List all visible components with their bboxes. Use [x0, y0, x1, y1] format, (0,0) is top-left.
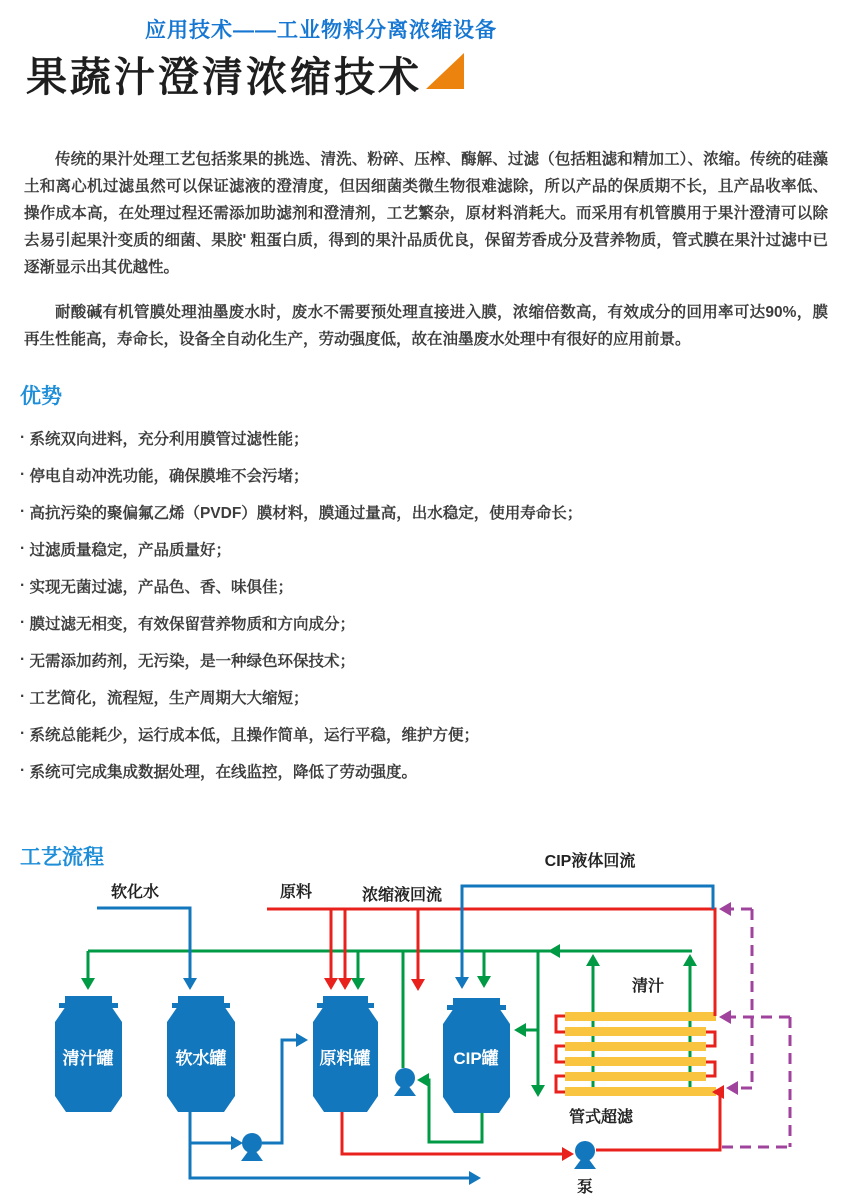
tank-label: 清汁罐: [62, 1049, 114, 1068]
label-tubular-uf: 管式超滤: [568, 1109, 634, 1126]
label-soft-water: 软化水: [110, 884, 160, 901]
orange-triangle-icon: [426, 53, 464, 89]
pump-icon: [241, 1133, 263, 1161]
page-title: 果蔬汁澄清浓缩技术: [26, 54, 422, 100]
advantage-item: · 实现无菌过滤，产品色、香、味俱佳；: [20, 567, 830, 604]
label-pump: 泵: [576, 1179, 594, 1196]
tank-clear-juice: [55, 996, 122, 1112]
advantage-item: · 系统可完成集成数据处理，在线监控，降低了劳动强度。: [20, 752, 830, 789]
advantage-item: · 过滤质量稳定，产品质量好；: [20, 530, 830, 567]
label-clear-juice: 清汁: [631, 978, 665, 995]
tank-raw-material: [313, 996, 378, 1112]
advantage-item: · 无需添加药剂，无污染，是一种绿色环保技术；: [20, 641, 830, 678]
advantage-item: · 高抗污染的聚偏氟乙烯（PVDF）膜材料，膜通过量高，出水稳定，使用寿命长；: [20, 493, 830, 530]
advantages-heading: 优势: [20, 385, 62, 408]
tank-cip: [443, 998, 510, 1113]
advantage-item: · 膜过滤无相变，有效保留营养物质和方向成分；: [20, 604, 830, 641]
tank-label: CIP罐: [453, 1049, 499, 1068]
intro-paragraph-1: 传统的果汁处理工艺包括浆果的挑选、清洗、粉碎、压榨、酶解、过滤（包括粗滤和精加工）、浓缩。传统的硅藻土和离心机过滤虽然可以保证滤液的澄清度，但因细菌类微生物很难滤除，所以产品的保质期不长，且产品收率低、操作成本高，在处理过程还需添加助滤剂和澄清剂，工艺繁杂，原材料消耗大。而采用有机管膜用于果汁澄清可以除去易引起果汁变质的细菌、果胶' 粗蛋白质，得到的果汁品质优良，保留芳香成分及营养物质，管式膜在果汁过滤中已逐渐显示出其优越性。: [24, 151, 828, 276]
label-cip-return: CIP液体回流: [544, 853, 636, 870]
tank-label: 原料罐: [319, 1049, 371, 1068]
advantage-item: · 系统总能耗少，运行成本低，且操作简单，运行平稳，维护方便；: [20, 715, 830, 752]
pump-icon: [394, 1068, 416, 1096]
process-heading: 工艺流程: [20, 846, 104, 869]
label-concentrate-return: 浓缩液回流: [361, 887, 443, 904]
label-raw-material: 原料: [279, 884, 313, 901]
tank-label: 软水罐: [175, 1049, 227, 1068]
advantages-list: [20, 419, 830, 789]
advantage-item: · 系统双向进料，充分利用膜管过滤性能；: [20, 419, 830, 456]
pump-icon: [574, 1141, 596, 1169]
tubular-ultrafilter-module: [556, 1012, 716, 1096]
advantage-item: · 工艺简化，流程短，生产周期大大缩短；: [20, 678, 830, 715]
tank-soft-water: [167, 996, 235, 1112]
advantage-item: · 停电自动冲洗功能，确保膜堆不会污堵；: [20, 456, 830, 493]
eyebrow-heading: 应用技术——工业物料分离浓缩设备: [145, 19, 497, 42]
intro-paragraph-2: 耐酸碱有机管膜处理油墨废水时，废水不需要预处理直接进入膜，浓缩倍数高，有效成分的回用率可达90%，膜再生性能高，寿命长，设备全自动化生产，劳动强度低，故在油墨废水处理中有很好的应用前景。: [24, 304, 828, 348]
process-flow-diagram: [0, 840, 850, 1204]
pipes-cip-dashed: [719, 902, 790, 1147]
